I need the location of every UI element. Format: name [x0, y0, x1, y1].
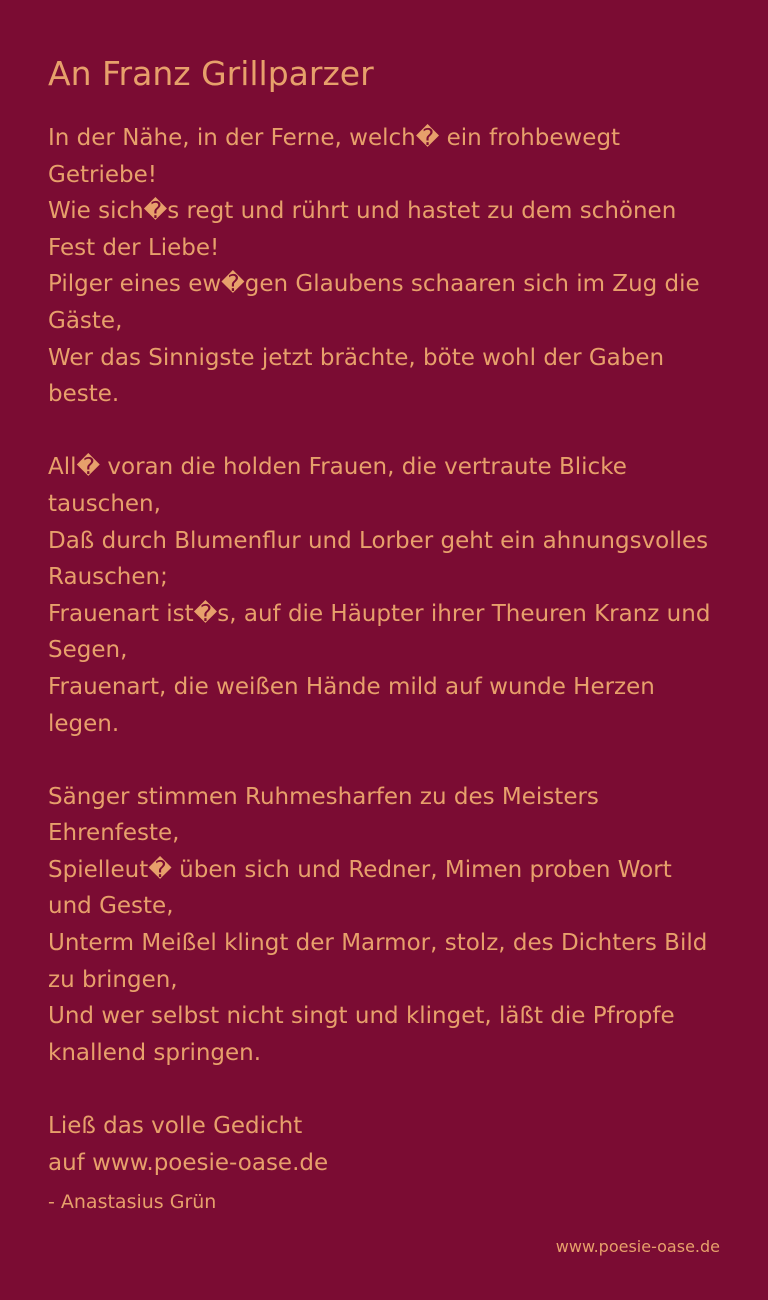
poem-line: Spielleut� üben sich und Redner, Mimen proben Wort und Geste, [48, 856, 672, 920]
note-line: Ließ das volle Gedicht [48, 1113, 303, 1140]
poem-line: Und wer selbst nicht singt und klinget, läßt die Pfropfe knallend springen. [48, 1003, 675, 1066]
footer-url: www.poesie-oase.de [555, 1237, 720, 1256]
poem-body [48, 120, 720, 1181]
poem-line: All� voran die holden Frauen, die vertraute Blicke tauschen, [48, 454, 627, 517]
stanza-2 [48, 449, 720, 742]
full-poem-note [48, 1108, 720, 1181]
author-name: - Anastasius Grün [48, 1191, 217, 1213]
poem-line: Sänger stimmen Ruhmesharfen zu des Meisters Ehrenfeste, [48, 783, 599, 847]
poem-line: Frauenart, die weißen Hände mild auf wunde Herzen legen. [48, 673, 655, 737]
note-line: auf www.poesie-oase.de [48, 1149, 329, 1176]
stanza-3 [48, 779, 720, 1072]
poem-line: Unterm Meißel klingt der Marmor, stolz, des Dichters Bild zu bringen, [48, 930, 708, 993]
poem-line: Pilger eines ew�gen Glaubens schaaren sich im Zug die Gäste, [48, 271, 700, 334]
poem-card [48, 0, 720, 1300]
poem-line: Daß durch Blumenflur und Lorber geht ein ahnungsvolles Rauschen; [48, 527, 709, 591]
poem-line: In der Nähe, in der Ferne, welch� ein frohbewegt Getriebe! [48, 125, 621, 188]
stanza-1 [48, 120, 720, 413]
poem-line: Wie sich�s regt und rührt und hastet zu dem schönen Fest der Liebe! [48, 198, 677, 261]
poem-line: Frauenart ist�s, auf die Häupter ihrer Theuren Kranz und Segen, [48, 600, 711, 664]
poem-line: Wer das Sinnigste jetzt brächte, böte wohl der Gaben beste. [48, 344, 665, 408]
poem-title: An Franz Grillparzer [48, 54, 374, 93]
